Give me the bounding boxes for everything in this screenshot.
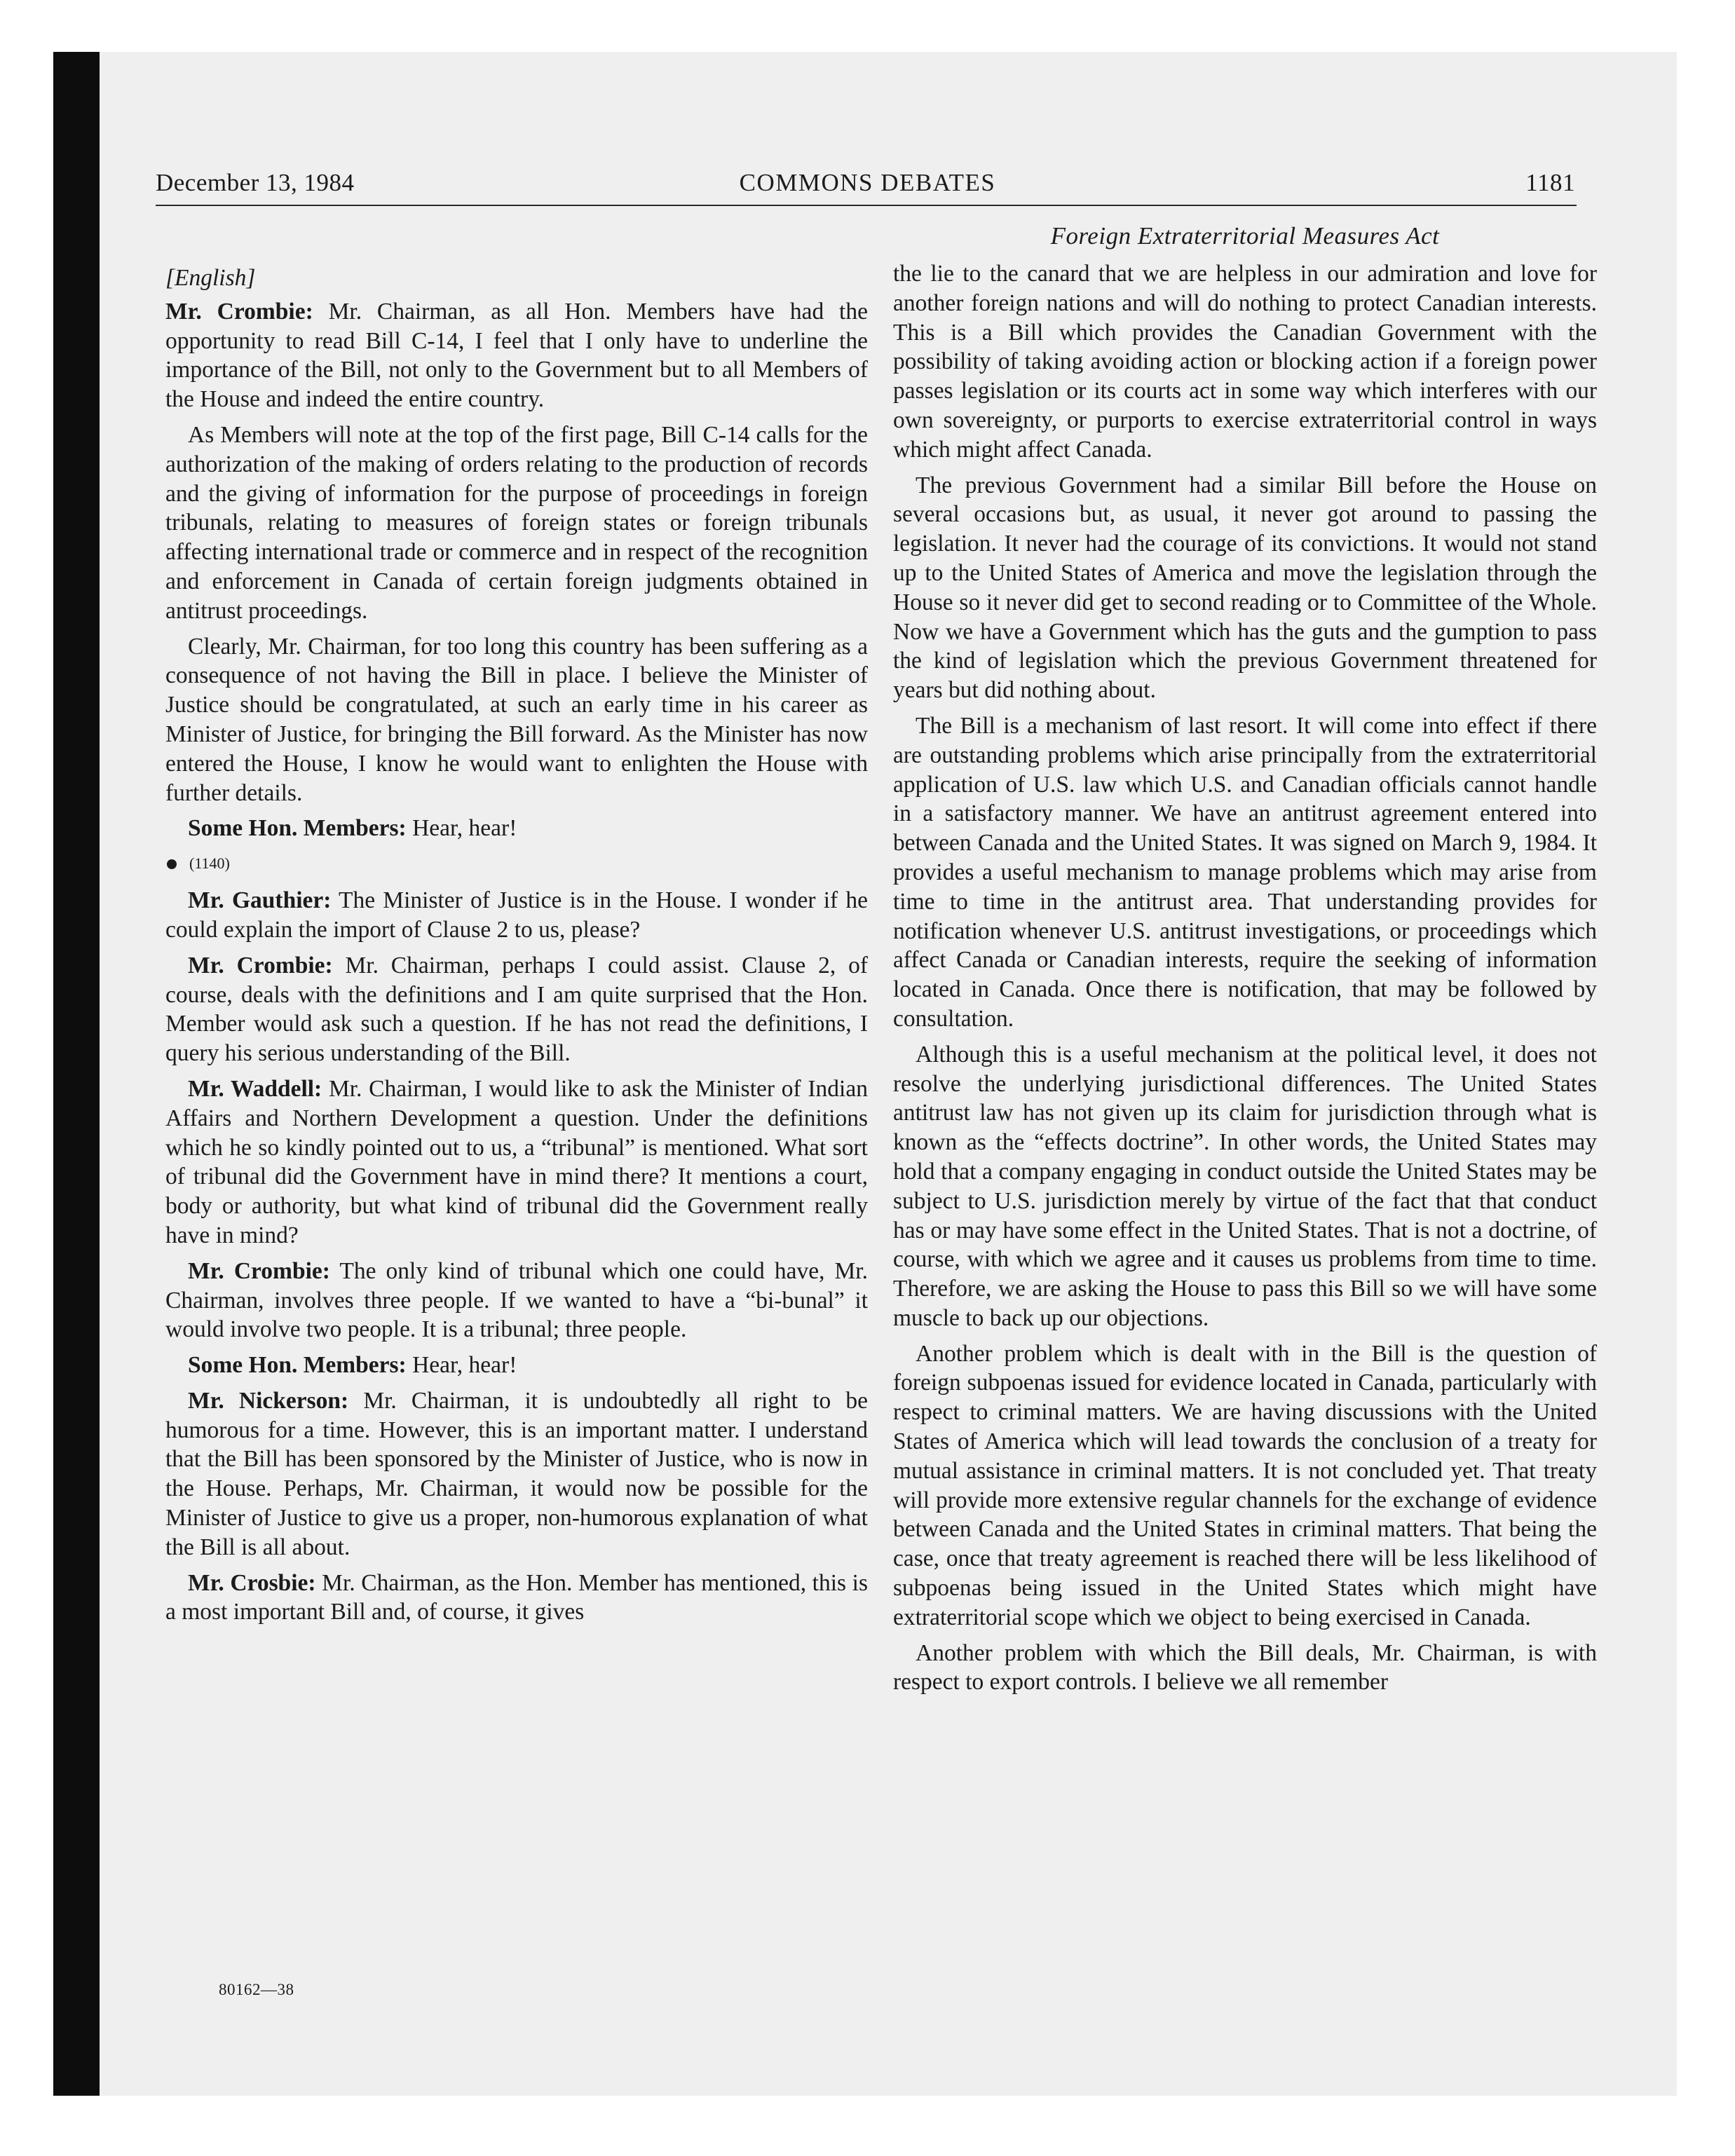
speech-paragraph	[165, 1351, 868, 1380]
timestamp-text: (1140)	[189, 854, 230, 873]
footer-print-code: 80162—38	[219, 1981, 294, 1998]
scan-binding-edge	[53, 52, 100, 2096]
header-publication: COMMONS DEBATES	[739, 169, 996, 196]
body-paragraph: As Members will note at the top of the first page, Bill C-14 calls for the authorization of the making of orders relating to the production of records and the giving of information for the purpose of proceedings in foreign tribunals, relating to measures of foreign states or foreign tribunals affecting international trade or commerce and in respect of the recognition and enforcement in Canada of certain foreign judgments obtained in antitrust proceedings.	[165, 421, 868, 624]
speech-text: Mr. Chairman, as the Hon. Member has mentioned, this is a most important Bill and, of course, it gives	[165, 1569, 868, 1625]
speech-text: The only kind of tribunal which one could have, Mr. Chairman, involves three people. If we wanted to have a “bi-bunal” it would involve two people. It is a tribunal; three people.	[165, 1257, 868, 1343]
right-column	[893, 259, 1597, 1703]
speaker-name: Mr. Crombie:	[188, 952, 333, 978]
body-paragraph: Another problem which is dealt with in the Bill is the question of foreign subpoenas issued for evidence located in Canada, particularly with respect to criminal matters. We are having discussions with the United States of America which will lead towards the conclusion of a treaty for mutual assistance in criminal matters. It is not concluded yet. That treaty will provide more extensive regular channels for the exchange of evidence between Canada and the United States in criminal matters. That being the case, once that treaty agreement is reached there will be less likelihood of subpoenas being issued in the United States which might have extraterritorial scope which we object to being exercised in Canada.	[893, 1340, 1597, 1630]
speech-paragraph	[165, 1257, 868, 1344]
body-paragraph: The Bill is a mechanism of last resort. It will come into effect if there are outstanding problems which arise principally from the extraterritorial application of U.S. law which U.S. and Canadian officials cannot handle in a satisfactory manner. We have an antitrust agreement entered into between Canada and the United States. It was signed on March 9, 1984. It provides a useful mechanism to manage problems which may arise from time to time in the antitrust area. That understanding provides for notification whenever U.S. antitrust investigations, or proceedings which affect Canada or Canadian interests, require the seeking of information located in Canada. Once there is notification, that may be followed by consultation.	[893, 712, 1597, 1032]
speech-paragraph	[165, 951, 868, 1068]
body-paragraph: the lie to the canard that we are helpless in our admiration and love for another foreign nations and will do nothing to protect Canadian interests. This is a Bill which provides the Canadian Government with the possibility of taking avoiding action or blocking action if a foreign power passes legislation or its courts act in some way which interferes with our own sovereignty, or purports to exercise extraterritorial control in ways which might affect Canada.	[893, 261, 1597, 463]
speaker-name: Some Hon. Members:	[188, 1352, 407, 1379]
header-rule	[156, 205, 1577, 206]
speech-paragraph	[165, 886, 868, 945]
speech-text: The Minister of Justice is in the House. I wonder if he could explain the import of Clause 2 to us, please?	[165, 887, 868, 943]
body-paragraph: Another problem with which the Bill deals, Mr. Chairman, is with respect to export controls. I believe we all remember	[893, 1639, 1597, 1696]
speech-text: Mr. Chairman, I would like to ask the Minister of Indian Affairs and Northern Development a question. Under the definitions which he so kindly pointed out to us, a “tribunal” is mentioned. What sort of tribunal did the Government have in mind there? It mentions a court, body or authority, but what kind of tribunal did the Government really have in mind?	[165, 1075, 868, 1248]
header-date: December 13, 1984	[156, 169, 355, 196]
speech-text: Mr. Chairman, it is undoubtedly all right to be humorous for a time. However, this is an important matter. I understand that the Bill has been sponsored by the Minister of Justice, who is now in the House. Perhaps, Mr. Chairman, it would now be possible for the Minister of Justice to give us a proper, non-humorous explanation of what the Bill is all about.	[165, 1387, 868, 1560]
speaker-name: Mr. Gauthier:	[188, 887, 332, 914]
speech-text: Mr. Chairman, as all Hon. Members have had the opportunity to read Bill C-14, I feel that I only have to underline the importance of the Bill, not only to the Government but to all Members of the House and indeed the entire country.	[165, 298, 868, 413]
speech-text: Hear, hear!	[406, 815, 517, 842]
speaker-name: Mr. Waddell:	[188, 1075, 322, 1102]
speaker-name: Mr. Nickerson:	[188, 1387, 349, 1414]
language-tag: [English]	[165, 265, 256, 291]
left-column	[165, 264, 868, 1633]
body-paragraph: Clearly, Mr. Chairman, for too long this country has been suffering as a consequence of not having the Bill in place. I believe the Minister of Justice should be congratulated, at such an early time in his career as Minister of Justice, for bringing the Bill forward. As the Minister has now entered the House, I know he would want to enlighten the House with further details.	[165, 633, 868, 806]
header-page-number: 1181	[1525, 169, 1575, 196]
speaker-name: Mr. Crombie:	[165, 298, 313, 325]
timestamp-marker	[165, 850, 868, 878]
speech-text: Mr. Chairman, perhaps I could assist. Clause 2, of course, deals with the definitions and I am quite surprised that the Hon. Member would ask such a question. If he has not read the definitions, I query his serious understanding of the Bill.	[165, 952, 868, 1067]
bullet-dot-icon	[167, 859, 177, 869]
speaker-name: Mr. Crombie:	[188, 1257, 330, 1284]
speech-text: Hear, hear!	[406, 1352, 517, 1379]
speech-paragraph	[165, 1386, 868, 1562]
running-title: Foreign Extraterritorial Measures Act	[1050, 222, 1440, 250]
body-paragraph: The previous Government had a similar Bill before the House on several occasions but, as usual, it never got around to passing the legislation. It never had the courage of its convictions. It would not stand up to the United States of America and move the legislation through the House so it never did get to second reading or to Committee of the Whole. Now we have a Government which has the guts and the gumption to pass the kind of legislation which the previous Government threatened for years but did nothing about.	[893, 472, 1597, 704]
speech-paragraph	[165, 814, 868, 843]
speaker-name: Some Hon. Members:	[188, 815, 407, 842]
speech-paragraph	[165, 297, 868, 414]
speaker-name: Mr. Crosbie:	[188, 1569, 316, 1596]
speech-paragraph	[165, 1074, 868, 1250]
body-paragraph: Although this is a useful mechanism at the political level, it does not resolve the underlying jurisdictional differences. The United States antitrust law has not given up its claim for jurisdiction through what is known as the “effects doctrine”. In other words, the United States may hold that a company engaging in conduct outside the United States may be subject to U.S. jurisdiction merely by virtue of the fact that that conduct has or may have some effect in the United States. That is not a doctrine, of course, with which we agree and it causes us problems from time to time. Therefore, we are asking the House to pass this Bill so we will have some muscle to back up our objections.	[893, 1041, 1597, 1331]
speech-paragraph	[165, 1569, 868, 1628]
